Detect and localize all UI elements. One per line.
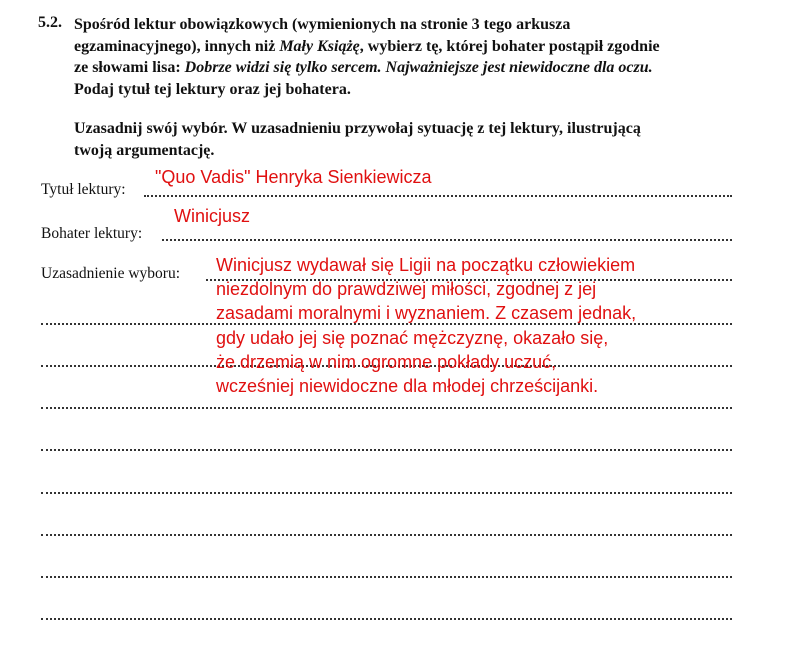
- justification-line[interactable]: [41, 447, 732, 451]
- instruction-text: ze słowami lisa:: [74, 59, 185, 76]
- instruction-line: Spośród lektur obowiązkowych (wymienionych na stronie 3 tego arkusza: [74, 16, 571, 33]
- justification-answer: [216, 253, 636, 398]
- hero-field-label: Bohater lektury:: [41, 225, 143, 242]
- justification-line[interactable]: [41, 532, 732, 536]
- answer-line: zasadami moralnymi i wyznaniem. Z czasem jednak,: [216, 303, 637, 324]
- answer-line: niezdolnym do prawdziwej miłości, zgodnej z jej: [216, 279, 597, 300]
- title-answer-line[interactable]: [144, 193, 732, 197]
- hero-answer: Winicjusz: [174, 206, 251, 226]
- answer-line: Winicjusz wydawał się Ligii na początku człowiekiem: [216, 255, 636, 275]
- task-instructions-justify: [74, 118, 738, 161]
- justification-line[interactable]: [41, 574, 732, 578]
- instruction-text: , wybierz tę, której bohater postąpił zgodnie: [359, 37, 660, 55]
- justification-line[interactable]: [41, 616, 732, 620]
- instruction-line: [74, 36, 738, 58]
- instruction-line: [74, 57, 738, 79]
- title-field-label: Tytuł lektury:: [41, 181, 126, 198]
- task-instructions: [74, 14, 738, 100]
- justification-line[interactable]: [41, 490, 732, 494]
- hero-answer-line[interactable]: [162, 237, 732, 241]
- book-title-mention: Mały Książę: [279, 37, 360, 55]
- fox-quote: Dobrze widzi się tylko sercem. Najważniejsze jest niewidoczne dla oczu.: [184, 59, 653, 76]
- justification-field-label: Uzasadnienie wyboru:: [41, 265, 181, 282]
- answer-line: wcześniej niewidoczne dla młodej chrześcijanki.: [216, 376, 599, 397]
- instruction-line: twoją argumentację.: [74, 141, 215, 159]
- instruction-line: Podaj tytuł tej lektury oraz jej bohatera.: [74, 80, 351, 98]
- answer-line: że drzemią w nim ogromne pokłady uczuć,: [216, 351, 557, 372]
- title-answer: "Quo Vadis" Henryka Sienkiewicza: [155, 167, 432, 187]
- justification-line[interactable]: [41, 405, 732, 409]
- answer-line: gdy udało jej się poznać mężczyznę, okazało się,: [216, 327, 609, 348]
- task-number: 5.2.: [38, 14, 62, 31]
- instruction-line: Uzasadnij swój wybór. W uzasadnieniu przywołaj sytuację z tej lektury, ilustrującą: [74, 120, 641, 137]
- instruction-text: egzaminacyjnego), innych niż: [74, 37, 280, 55]
